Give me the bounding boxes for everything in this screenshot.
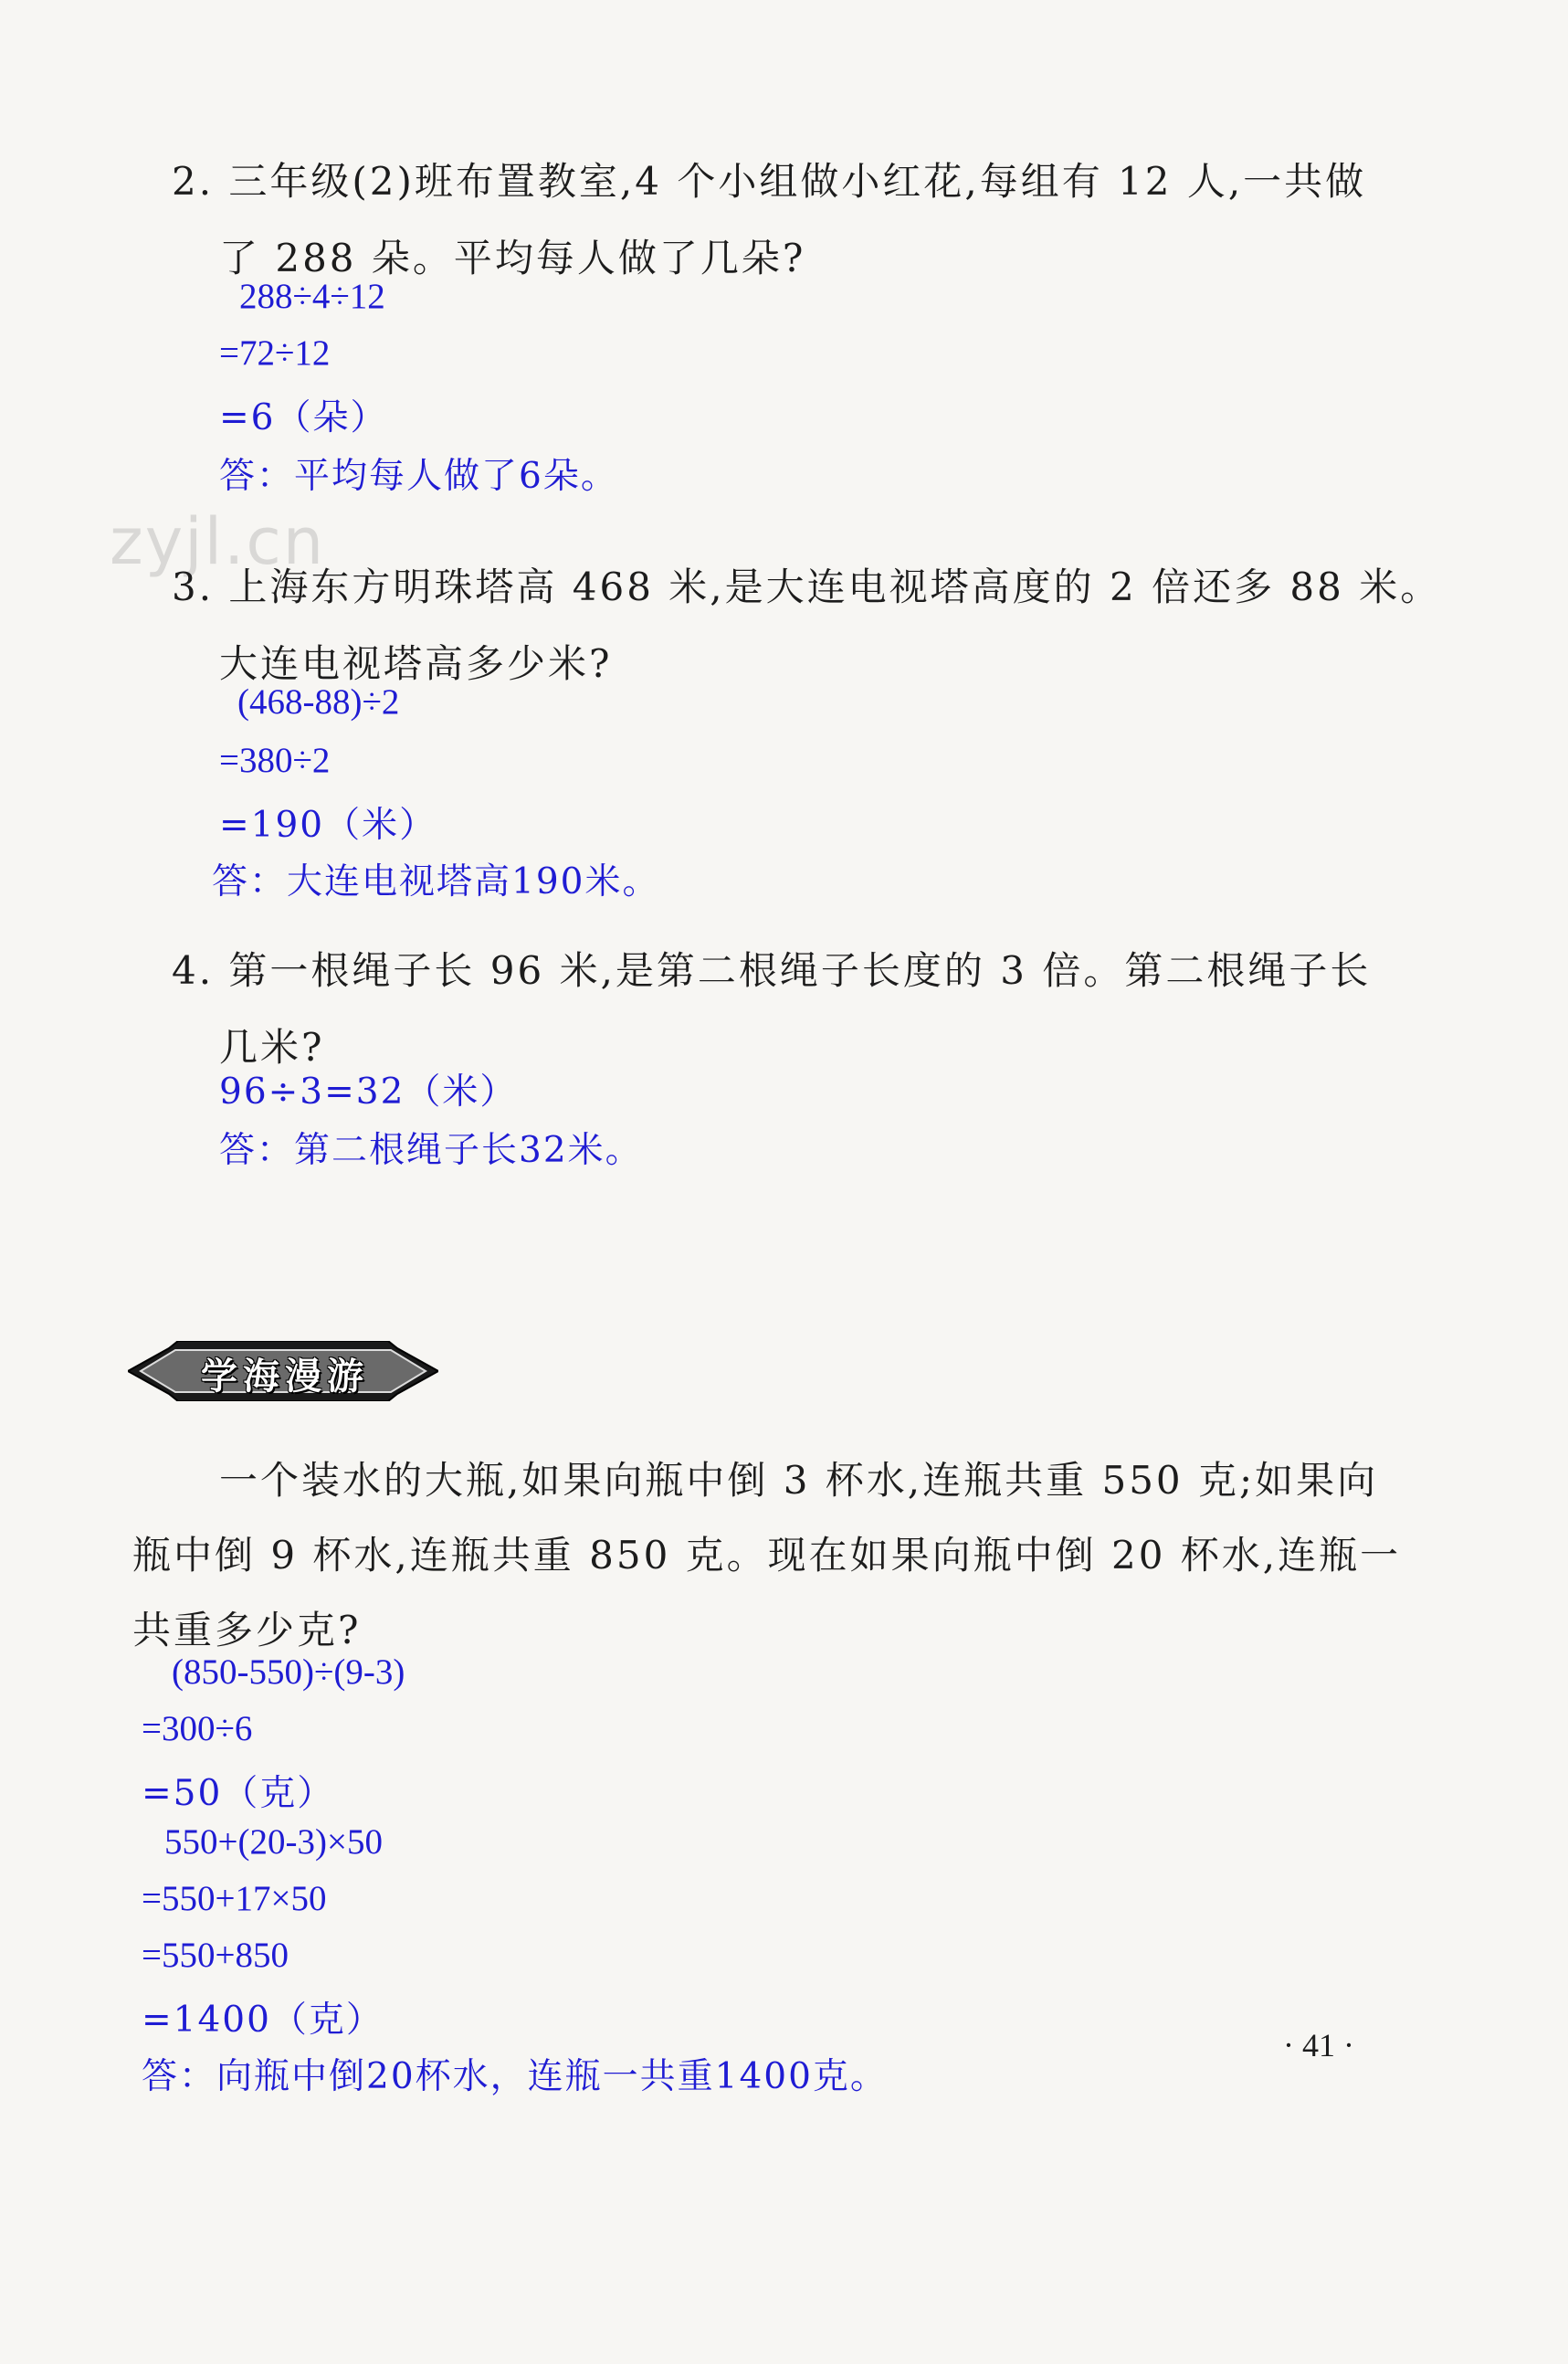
question-3-line-2: 大连电视塔高多少米? xyxy=(219,641,613,686)
page-number: · 41 · xyxy=(1283,2027,1354,2063)
question-4-line-1: 4. 第一根绳子长 96 米,是第二根绳子长度的 3 倍。第二根绳子长 xyxy=(172,948,1372,993)
answer-step: (468-88)÷2 xyxy=(237,682,400,722)
question-5-line-1: 一个装水的大瓶,如果向瓶中倒 3 杯水,连瓶共重 550 克;如果向 xyxy=(219,1458,1379,1503)
answer-step: =300÷6 xyxy=(142,1709,253,1748)
answer-step: =6（朵） xyxy=(219,397,388,438)
section-banner xyxy=(128,1341,438,1401)
section-title: 学海漫游 xyxy=(201,1356,369,1398)
answer-step: 550+(20-3)×50 xyxy=(164,1822,383,1862)
answer-sentence: 答：第二根绳子长32米。 xyxy=(219,1130,643,1171)
question-4-line-2: 几米? xyxy=(219,1025,325,1070)
question-5-line-2: 瓶中倒 9 杯水,连瓶共重 850 克。现在如果向瓶中倒 20 杯水,连瓶一 xyxy=(132,1533,1402,1578)
question-5-line-3: 共重多少克? xyxy=(132,1608,362,1652)
answer-step: =50（克） xyxy=(142,1773,335,1814)
answer-step: =72÷12 xyxy=(219,333,331,373)
answer-step: =550+17×50 xyxy=(142,1879,327,1918)
answer-step: =380÷2 xyxy=(219,741,331,780)
answer-sentence: 答：大连电视塔高190米。 xyxy=(212,861,660,902)
answer-step: =190（米） xyxy=(219,805,437,846)
question-3-line-1: 3. 上海东方明珠塔高 468 米,是大连电视塔高度的 2 倍还多 88 米。 xyxy=(172,565,1442,609)
answer-step: 288÷4÷12 xyxy=(239,277,385,316)
answer-sentence: 答：向瓶中倒20杯水，连瓶一共重1400克。 xyxy=(142,2056,888,2097)
question-2-line-2: 了 288 朵。平均每人做了几朵? xyxy=(219,236,806,280)
answer-step: =550+850 xyxy=(142,1936,289,1975)
answer-step: =1400（克） xyxy=(142,2000,384,2041)
answer-step: 96÷3=32（米） xyxy=(219,1071,518,1113)
answer-step: (850-550)÷(9-3) xyxy=(172,1652,405,1692)
watermark: zyjl.cn xyxy=(110,504,326,579)
question-2-line-1: 2. 三年级(2)班布置教室,4 个小组做小红花,每组有 12 人,一共做 xyxy=(172,159,1367,204)
answer-sentence: 答：平均每人做了6朵。 xyxy=(219,456,618,497)
